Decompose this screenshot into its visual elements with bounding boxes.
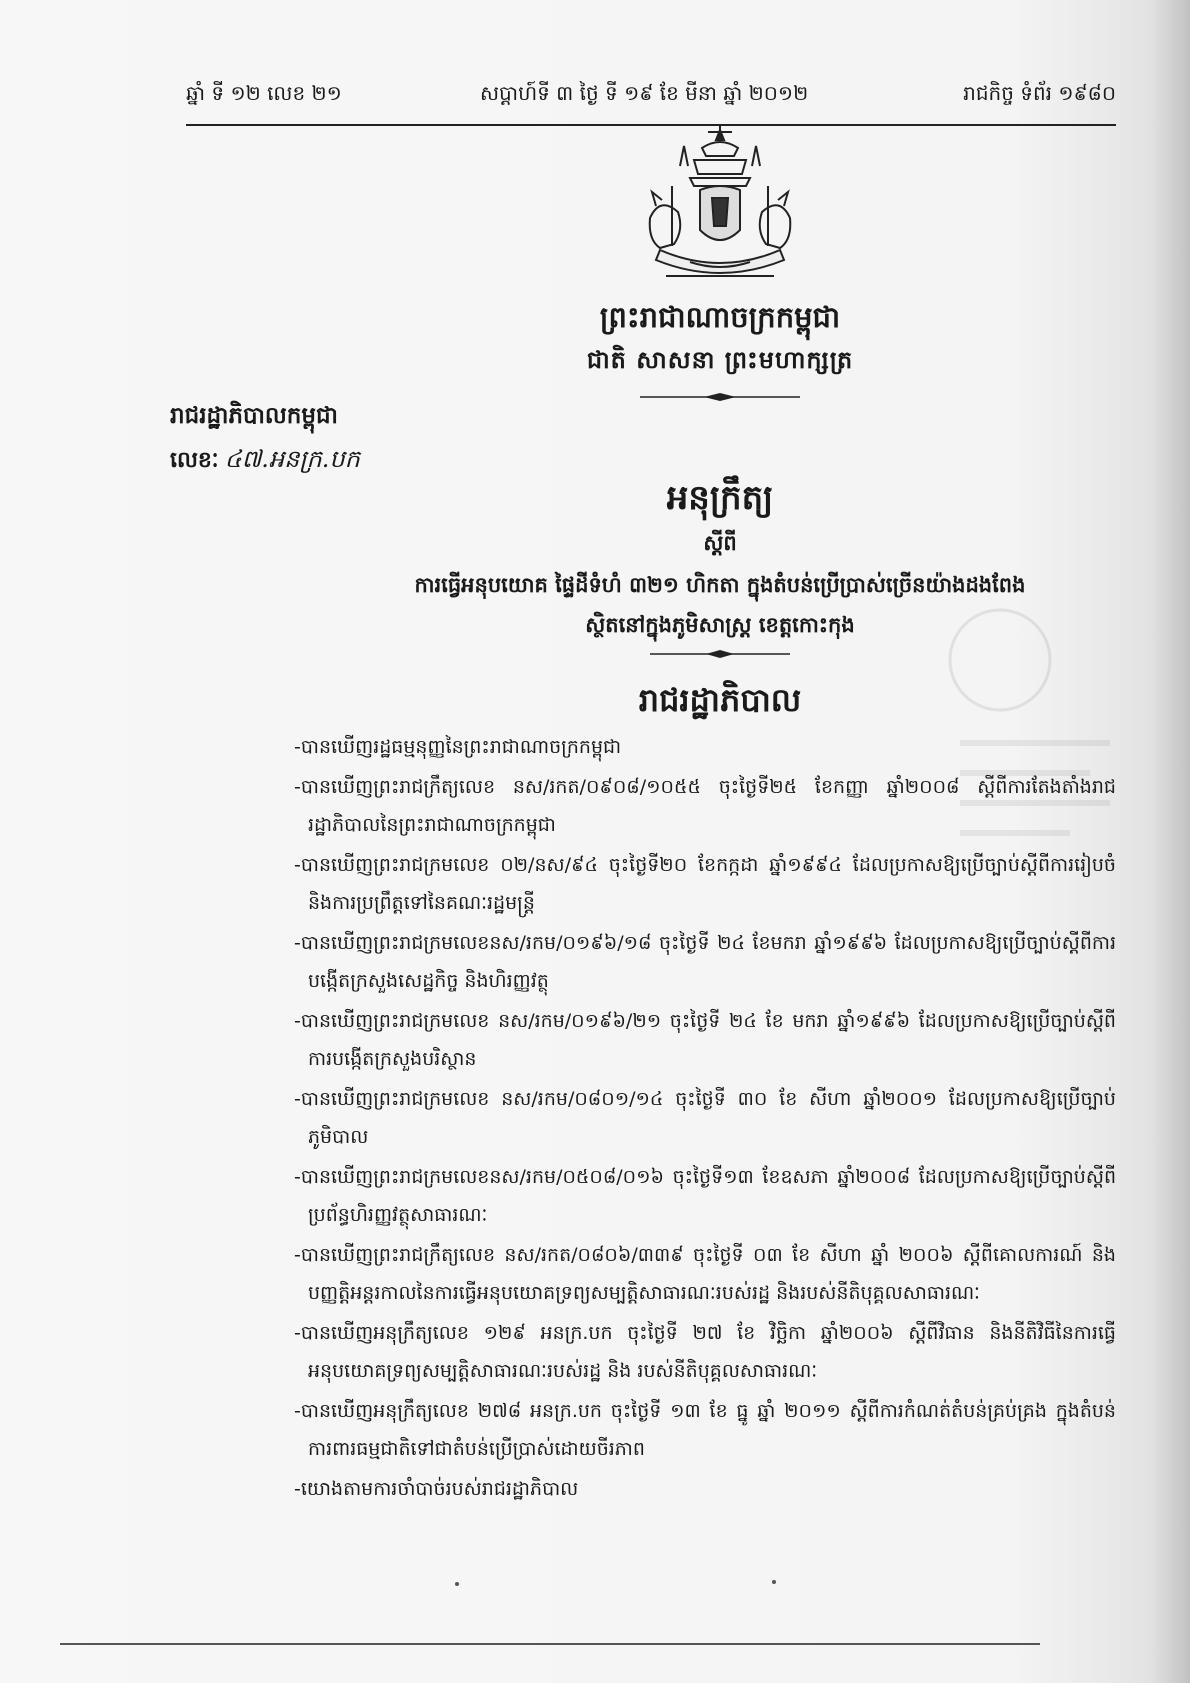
government-heading: រាជរដ្ឋាភិបាល [638, 681, 802, 719]
reference-item: -បានឃើញព្រះរាជក្រឹត្យលេខ នស/រកត/០៩០៨/១០៥៥ ចុះថ្ងៃទី២៥ ខែកញ្ញា ឆ្នាំ២០០៨ ស្តីពីការតែងតាំងរាជរដ្ឋាភិបាលនៃព្រះរាជាណាចក្រកម្ពុជា [294, 776, 1116, 836]
subject-line-1: ការធ្វើអនុបយោគ ផ្ទៃដីទំហំ ៣២១ ហិកតា ក្នុងតំបន់ប្រើប្រាស់ច្រើនយ៉ាងដងពែង [414, 573, 1026, 597]
gazette-header [186, 80, 1116, 120]
reference-item: -យោងតាមការចាំបាច់របស់រាជរដ្ឋាភិបាល [294, 1478, 579, 1500]
header-page-number: រាជកិច្ច ទំព័រ ១៩៨០ [963, 81, 1116, 105]
reference-item: -បានឃើញព្រះរាជក្រមលេខនស/រកម/០១៩៦/១៨ ចុះថ្ងៃទី ២៤ ខែមករា ឆ្នាំ១៩៩៦ ដែលប្រកាសឱ្យប្រើច្បាប់ស្តីពីការបង្កើតក្រសួងសេដ្ឋកិច្ច និងហិរញ្ញវត្ថុ [294, 932, 1116, 992]
document-type: អនុក្រឹត្យ [666, 478, 774, 518]
reference-item: -បានឃើញព្រះរាជក្រមលេខ នស/រកម/០៨០១/១៤ ចុះថ្ងៃទី ៣០ ខែ សីហា ឆ្នាំ២០០១ ដែលប្រកាសឱ្យប្រើច្បាប់ភូមិបាល [294, 1088, 1116, 1148]
government-name: រាជរដ្ឋាភិបាលកម្ពុជា [170, 403, 338, 429]
reference-item: -បានឃើញរដ្ឋធម្មនុញ្ញនៃព្រះរាជាណាចក្រកម្ពុជា [294, 736, 622, 758]
royal-coat-of-arms-icon [630, 126, 810, 292]
scan-speck [455, 1582, 459, 1586]
reference-item: -បានឃើញអនុក្រឹត្យលេខ ២៧៨ អនក្រ.បក ចុះថ្ងៃទី ១៣ ខែ ធ្នូ ឆ្នាំ ២០១១ ស្តីពីការកំណត់តំបន់គ្រប់គ្រង ក្នុងតំបន់ការពារធម្មជាតិទៅជាតំបន់ប្រើប្រាស់ដោយចីរភាព [294, 1400, 1116, 1460]
document-subject [300, 565, 1140, 645]
reference-item: -បានឃើញអនុក្រឹត្យលេខ ១២៩ អនក្រ.បក ចុះថ្ងៃទី ២៧ ខែ វិច្ឆិកា ឆ្នាំ២០០៦ ស្តីពីវិធាន និងនីតិវិធីនៃការធ្វើអនុបយោគទ្រព្យសម្បត្តិសាធារណៈរបស់រដ្ឋ និង របស់នីតិបុគ្គលសាធារណៈ [294, 1322, 1116, 1382]
kingdom-name: ព្រះរាជាណាចក្រកម្ពុជា [599, 300, 841, 334]
ornament-divider-icon [650, 650, 790, 658]
legal-references [294, 728, 1116, 1510]
reference-item: -បានឃើញព្រះរាជក្រមលេខនស/រកម/០៥០៨/០១៦ ចុះថ្ងៃទី១៣ ខែឧសភា ឆ្នាំ២០០៨ ដែលប្រកាសឱ្យប្រើច្បាប់ស្តីពីប្រព័ន្ធហិរញ្ញវត្ថុសាធារណៈ [294, 1166, 1116, 1226]
header-date: សប្តាហ៍ទី ៣ ថ្ងៃ ទី ១៩ ខែ មីនា ឆ្នាំ ២០១២ [480, 81, 809, 105]
subject-line-2: ស្ថិតនៅក្នុងភូមិសាស្ត្រ ខេត្តកោះកុង [585, 613, 855, 637]
scan-speck [772, 1580, 776, 1584]
reference-item: -បានឃើញព្រះរាជក្រមលេខ នស/រកម/០១៩៦/២១ ចុះថ្ងៃទី ២៤ ខែ មករា ឆ្នាំ១៩៩៦ ដែលប្រកាសឱ្យប្រើច្បាប់ស្តីពីការបង្កើតក្រសួងបរិស្ថាន [294, 1010, 1116, 1070]
document-reference [170, 444, 360, 479]
header-year-issue: ឆ្នាំ ទី ១២ លេខ ២១ [186, 81, 342, 105]
about-label: ស្តីពី [703, 531, 737, 555]
ornament-divider-icon [640, 393, 800, 401]
reference-label: លេខៈ [170, 448, 219, 473]
reference-number-handwritten: ៤៧.អនក្រ.បក [224, 445, 360, 473]
reference-item: -បានឃើញព្រះរាជក្រឹត្យលេខ នស/រកត/០៨០៦/៣៣៩ ចុះថ្ងៃទី ០៣ ខែ សីហា ឆ្នាំ ២០០៦ ស្តីពីគោលការណ៍ និងបញ្ញត្តិអន្តរកាលនៃការធ្វើអនុបយោគទ្រព្យសម្បត្តិសាធារណៈរបស់រដ្ឋ និងរបស់នីតិបុគ្គលសាធារណៈ [294, 1244, 1116, 1304]
page-bottom-rule [60, 1643, 1040, 1645]
national-motto: ជាតិ សាសនា ព្រះមហាក្សត្រ [586, 346, 854, 374]
reference-item: -បានឃើញព្រះរាជក្រមលេខ ០២/នស/៩៤ ចុះថ្ងៃទី២០ ខែកក្កដា ឆ្នាំ១៩៩៤ ដែលប្រកាសឱ្យប្រើច្បាប់ស្តីពីការរៀបចំ និងការប្រព្រឹត្តទៅនៃគណៈរដ្ឋមន្ត្រី [294, 854, 1116, 914]
scan-edge-shadow [1150, 0, 1190, 1683]
